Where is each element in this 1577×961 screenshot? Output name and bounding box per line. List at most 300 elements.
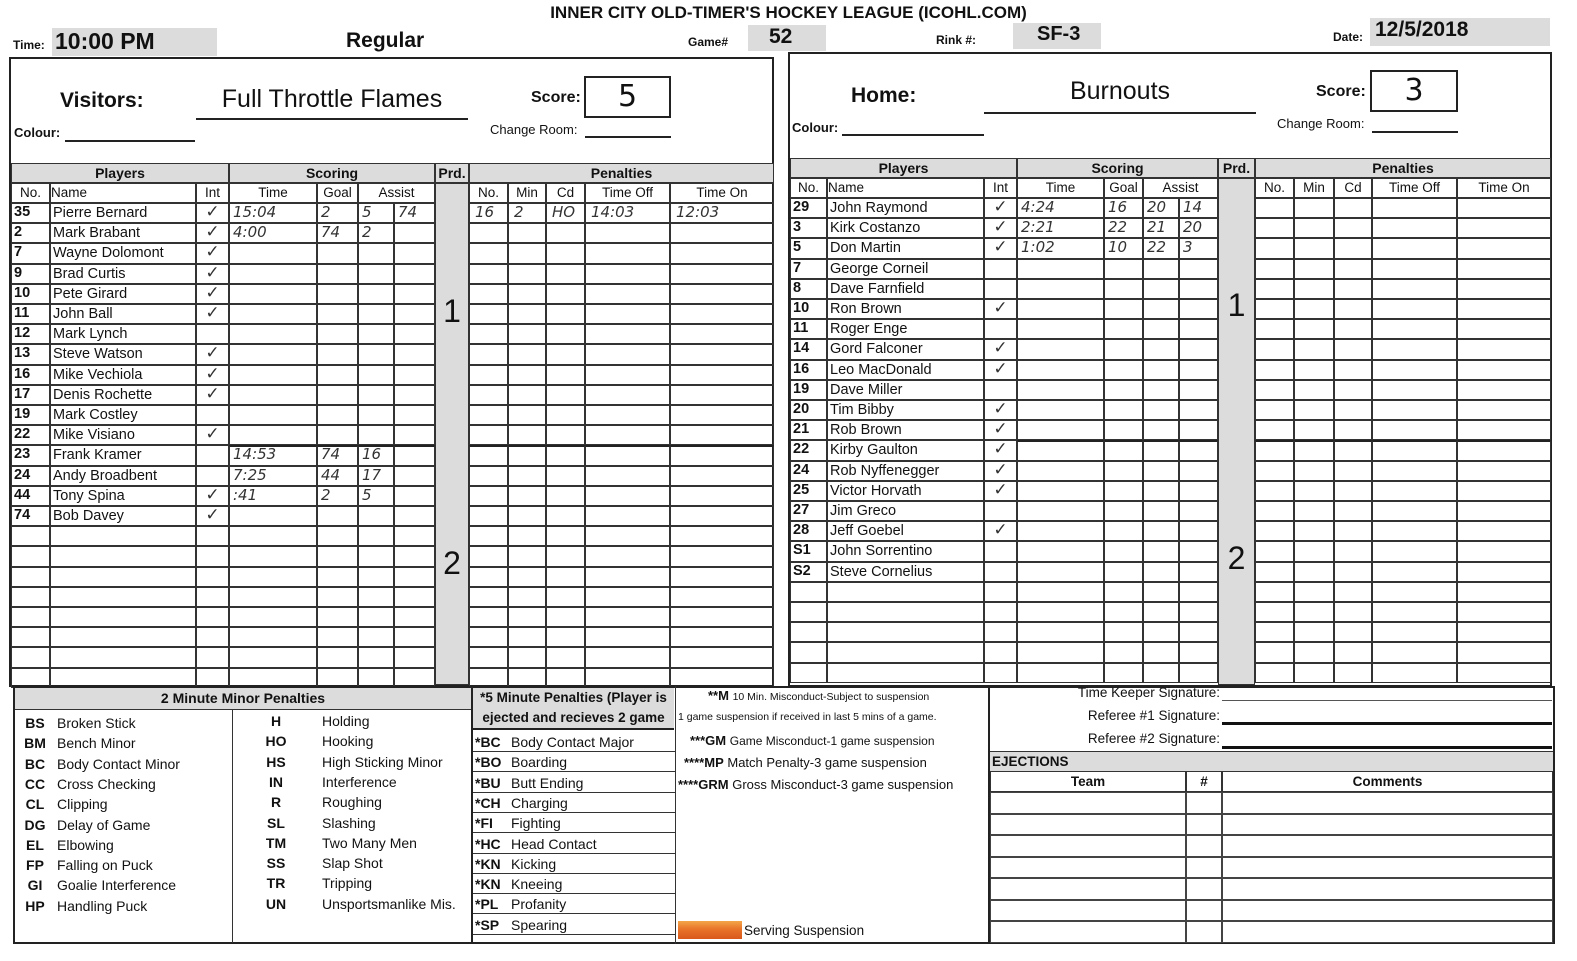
home-cell <box>790 622 827 642</box>
visitors-cell <box>229 607 317 627</box>
home-cell <box>1179 259 1218 279</box>
visitors-pen-cell <box>585 466 670 486</box>
visitors-pen-cell <box>546 365 585 385</box>
visitors-score-goal: 74 <box>321 445 341 464</box>
visitors-cell <box>50 526 196 546</box>
home-pen-cell <box>1372 602 1457 622</box>
home-cell <box>1104 360 1143 380</box>
home-player-no: S2 <box>793 562 811 579</box>
major-row-line <box>473 751 675 752</box>
home-players-header: Players <box>790 158 1017 178</box>
minor-penalty-code: R <box>270 794 282 811</box>
home-pen-cell <box>1334 360 1372 380</box>
home-pen-cell <box>1372 541 1457 561</box>
home-pen-cell <box>1457 420 1551 440</box>
home-cell <box>827 663 984 683</box>
minor-penalty-name: Falling on Puck <box>57 857 153 874</box>
visitors-pen-cell <box>670 567 774 587</box>
ejection-cell[interactable] <box>1222 814 1553 836</box>
minor-divider <box>232 710 233 943</box>
home-cell <box>790 582 827 602</box>
visitors-pen-cell <box>585 425 670 445</box>
visitors-pen-cell <box>546 546 585 566</box>
home-cell <box>1104 501 1143 521</box>
home-pen-cell <box>1334 461 1372 481</box>
visitors-cell <box>229 425 317 445</box>
visitors-score-a2: 74 <box>398 203 418 221</box>
major-penalty-code: *FI <box>475 815 493 832</box>
home-pen-cell <box>1372 481 1457 501</box>
visitors-pen-cell <box>546 466 585 486</box>
ejection-cell[interactable] <box>1222 835 1553 857</box>
visitors-player-int-check: ✓ <box>205 505 220 525</box>
minor-penalty-name: Interference <box>322 773 397 790</box>
visitors-pen-cell <box>469 264 508 284</box>
home-pen-cell <box>1294 360 1334 380</box>
visitors-pen-cell <box>469 445 508 465</box>
visitors-pen-cell <box>546 445 585 465</box>
visitors-pen-cell <box>670 607 774 627</box>
visitors-change-room-label: Change Room: <box>490 122 578 137</box>
home-col-int: Int <box>984 178 1017 198</box>
visitors-score: 5 <box>584 76 671 118</box>
visitors-pen-cell <box>546 668 585 688</box>
visitors-cell <box>229 264 317 284</box>
visitors-cell <box>358 304 394 324</box>
home-cell <box>1017 279 1104 299</box>
home-cell <box>1104 279 1143 299</box>
visitors-cell <box>317 385 358 405</box>
visitors-pen-cell <box>585 324 670 344</box>
home-colour-line <box>842 134 984 136</box>
visitors-player-name: Frank Kramer <box>53 447 142 464</box>
home-cell <box>1104 461 1143 481</box>
visitors-prd-column <box>435 183 469 685</box>
home-scoring-header: Scoring <box>1017 158 1218 178</box>
home-pen-cell <box>1372 198 1457 218</box>
visitors-col-pen-no: No. <box>469 183 508 203</box>
home-cell <box>1143 339 1179 359</box>
visitors-cell <box>196 668 229 688</box>
home-player-name: Ron Brown <box>830 301 902 317</box>
visitors-pen-cell <box>585 607 670 627</box>
major-penalty-code: *SP <box>475 916 500 933</box>
time-value: 10:00 PM <box>52 28 217 56</box>
home-col-name: Name <box>827 178 984 198</box>
serving-suspension-swatch <box>678 921 742 939</box>
home-col-assist: Assist <box>1143 178 1218 198</box>
home-cell <box>984 602 1017 622</box>
ejection-cell[interactable] <box>1222 857 1553 879</box>
home-player-name: Dave Farnfield <box>830 280 925 297</box>
visitors-cell <box>196 546 229 566</box>
visitors-pen-cell <box>546 647 585 667</box>
referee1-line[interactable] <box>1222 722 1552 725</box>
ejection-cell[interactable] <box>1222 878 1553 900</box>
visitors-pen-cell <box>670 324 774 344</box>
home-pen-cell <box>1294 602 1334 622</box>
home-player-no: 29 <box>793 199 810 215</box>
visitors-pen-cell <box>546 627 585 647</box>
rink-value: SF-3 <box>1013 23 1101 49</box>
visitors-cell <box>394 607 435 627</box>
visitors-cell <box>358 627 394 647</box>
ejection-cell[interactable] <box>1186 857 1222 879</box>
visitors-pen-cell <box>585 445 670 465</box>
visitors-cell <box>229 587 317 607</box>
minor-penalty-name: Elbowing <box>57 836 114 853</box>
visitors-pen-cell <box>670 445 774 465</box>
visitors-pen-cell <box>585 567 670 587</box>
ejection-cell[interactable] <box>990 835 1186 857</box>
home-cell <box>1104 562 1143 582</box>
visitors-cell <box>229 304 317 324</box>
home-player-name: Tim Bibby <box>830 402 894 418</box>
visitors-pen-cell <box>670 466 774 486</box>
home-cell <box>1104 602 1143 622</box>
visitors-cell <box>229 647 317 667</box>
visitors-team-name: Full Throttle Flames <box>196 85 468 120</box>
visitors-player-name: Mike Vechiola <box>53 366 143 383</box>
home-pen-cell <box>1334 299 1372 319</box>
home-cell <box>1179 420 1218 440</box>
misconduct-mp <box>684 755 927 770</box>
home-cell <box>1143 481 1179 501</box>
home-pen-cell <box>1334 501 1372 521</box>
visitors-cell <box>394 486 435 506</box>
ejection-cell[interactable] <box>990 857 1186 879</box>
home-cell <box>1143 582 1179 602</box>
ejection-cell[interactable] <box>1222 792 1553 814</box>
home-pen-cell <box>1255 481 1294 501</box>
misconduct-mp-code: ****MP <box>684 755 724 770</box>
home-player-int-check: ✓ <box>993 298 1008 318</box>
home-cell <box>1017 642 1104 662</box>
visitors-pen-cell <box>469 526 508 546</box>
home-pen-cell <box>1334 420 1372 440</box>
home-pen-cell <box>1294 400 1334 420</box>
visitors-pen-cell <box>508 466 546 486</box>
home-pen-cell <box>1334 259 1372 279</box>
visitors-cell <box>317 344 358 364</box>
home-pen-cell <box>1457 622 1551 642</box>
visitors-cell <box>317 365 358 385</box>
home-cell <box>984 259 1017 279</box>
minor-penalty-name: Delay of Game <box>57 816 151 833</box>
visitors-pen-cell <box>508 506 546 526</box>
visitors-cell <box>317 627 358 647</box>
home-cell <box>1143 663 1179 683</box>
home-player-int-check: ✓ <box>993 197 1008 217</box>
minor-penalty-code: IN <box>269 773 283 790</box>
home-pen-cell <box>1457 541 1551 561</box>
home-pen-cell <box>1294 420 1334 440</box>
visitors-player-no: 35 <box>14 204 31 220</box>
home-player-int-check: ✓ <box>993 459 1008 480</box>
home-player-no: 3 <box>793 219 802 236</box>
home-period-1: 1 <box>1227 287 1246 323</box>
home-cell <box>1017 400 1104 420</box>
visitors-cell <box>394 385 435 405</box>
home-player-name: Leo MacDonald <box>830 361 932 378</box>
visitors-cell <box>394 526 435 546</box>
visitors-penalty-no: 16 <box>475 203 495 221</box>
visitors-cell <box>358 668 394 688</box>
visitors-cell <box>196 587 229 607</box>
visitors-pen-cell <box>469 284 508 304</box>
minor-penalty-code: UN <box>265 895 287 912</box>
home-pen-cell <box>1372 299 1457 319</box>
visitors-player-no: 9 <box>14 264 23 281</box>
ejection-cell[interactable] <box>990 878 1186 900</box>
home-player-name: Jeff Goebel <box>830 523 904 540</box>
minor-penalty-code: GI <box>27 877 43 894</box>
visitors-cell <box>196 324 229 344</box>
home-pen-cell <box>1372 420 1457 440</box>
visitors-cell <box>50 587 196 607</box>
misconduct-gm <box>690 733 935 748</box>
home-pen-cell <box>1294 622 1334 642</box>
visitors-pen-cell <box>469 405 508 425</box>
home-cell <box>1143 521 1179 541</box>
rink-label: Rink #: <box>936 33 977 47</box>
visitors-player-no: 16 <box>14 365 31 382</box>
home-pen-cell <box>1334 319 1372 339</box>
ejection-cell[interactable] <box>1186 814 1222 836</box>
visitors-cell <box>229 385 317 405</box>
home-cell <box>1104 582 1143 602</box>
serving-suspension-label: Serving Suspension <box>744 923 865 938</box>
visitors-score-a1: 5 <box>362 203 372 221</box>
ejection-cell[interactable] <box>1186 900 1222 922</box>
home-pen-cell <box>1294 562 1334 582</box>
visitors-score-goal: 74 <box>321 223 341 242</box>
home-player-no: 28 <box>793 522 810 539</box>
visitors-cell <box>11 567 50 587</box>
referee2-line[interactable] <box>1222 746 1552 749</box>
visitors-pen-cell <box>508 304 546 324</box>
visitors-score-label: Score: <box>531 89 581 106</box>
visitors-player-no: 44 <box>14 486 31 503</box>
home-cell <box>1179 279 1218 299</box>
ejection-team-header: Team <box>990 771 1186 792</box>
major-penalty-name: Spearing <box>511 916 568 933</box>
home-player-int-check: ✓ <box>993 237 1008 258</box>
ejection-cell[interactable] <box>1222 921 1553 943</box>
home-col-cd: Cd <box>1334 178 1372 198</box>
home-pen-cell <box>1334 380 1372 400</box>
home-cell <box>1143 461 1179 481</box>
visitors-pen-cell <box>469 344 508 364</box>
visitors-cell <box>229 243 317 263</box>
visitors-cell <box>196 405 229 425</box>
visitors-pen-cell <box>508 486 546 506</box>
visitors-col-name: Name <box>50 183 196 203</box>
visitors-pen-cell <box>585 506 670 526</box>
visitors-cell <box>196 567 229 587</box>
visitors-penalties-header: Penalties <box>469 163 774 183</box>
visitors-cell <box>229 567 317 587</box>
home-cell <box>1017 360 1104 380</box>
visitors-cell <box>358 526 394 546</box>
home-cell <box>827 642 984 662</box>
visitors-pen-cell <box>670 425 774 445</box>
visitors-cell <box>394 405 435 425</box>
visitors-cell <box>394 324 435 344</box>
visitors-pen-cell <box>508 587 546 607</box>
ejection-cell[interactable] <box>990 921 1186 943</box>
visitors-pen-cell <box>585 668 670 688</box>
major-row-line <box>473 913 675 914</box>
home-pen-cell <box>1372 380 1457 400</box>
home-pen-cell <box>1255 360 1294 380</box>
minor-penalty-name: Roughing <box>322 794 382 811</box>
home-pen-cell <box>1372 461 1457 481</box>
visitors-pen-cell <box>670 546 774 566</box>
home-player-name: Dave Miller <box>830 381 903 398</box>
visitors-player-no: 7 <box>14 244 23 261</box>
home-cell <box>790 602 827 622</box>
home-cell <box>1017 663 1104 683</box>
home-cell <box>1017 339 1104 359</box>
home-score-time: 2:21 <box>1021 218 1055 237</box>
home-pen-cell <box>1457 440 1551 460</box>
visitors-pen-cell <box>670 284 774 304</box>
minor-penalty-name: Slashing <box>322 814 376 831</box>
home-prd-header: Prd. <box>1218 158 1255 178</box>
home-cell <box>1017 541 1104 561</box>
visitors-pen-cell <box>546 425 585 445</box>
visitors-pen-cell <box>585 284 670 304</box>
visitors-pen-cell <box>670 486 774 506</box>
home-pen-cell <box>1294 339 1334 359</box>
major-penalty-code: *BC <box>475 734 501 750</box>
ejection-cell[interactable] <box>1222 900 1553 922</box>
home-pen-cell <box>1372 501 1457 521</box>
visitors-cell <box>317 243 358 263</box>
ejection-cell[interactable] <box>1186 878 1222 900</box>
home-pen-cell <box>1457 360 1551 380</box>
visitors-pen-cell <box>469 607 508 627</box>
home-pen-cell <box>1334 238 1372 258</box>
visitors-player-name: Denis Rochette <box>53 386 153 403</box>
home-pen-cell <box>1334 521 1372 541</box>
misconduct-m-note: 1 game suspension if received in last 5 mins of a game. <box>678 711 937 723</box>
ejection-cell[interactable] <box>1186 921 1222 943</box>
major-row-line <box>473 853 675 854</box>
visitors-cell <box>358 284 394 304</box>
minor-penalty-name: Unsportsmanlike Mis. <box>322 895 456 912</box>
home-pen-cell <box>1255 218 1294 238</box>
home-cell <box>827 622 984 642</box>
ejection-cell[interactable] <box>990 900 1186 922</box>
home-cell <box>1179 642 1218 662</box>
date-label: Date: <box>1333 30 1364 44</box>
visitors-pen-cell <box>508 647 546 667</box>
home-pen-cell <box>1457 521 1551 541</box>
visitors-cell <box>50 607 196 627</box>
visitors-player-name: Mark Brabant <box>53 225 141 242</box>
home-col-no: No. <box>790 178 827 198</box>
visitors-pen-cell <box>469 506 508 526</box>
home-cell <box>1179 400 1218 420</box>
visitors-cell <box>358 405 394 425</box>
visitors-cell <box>229 365 317 385</box>
home-cell <box>1143 380 1179 400</box>
minor-penalty-name: Hooking <box>322 733 374 750</box>
visitors-cell <box>394 425 435 445</box>
minor-penalty-code: CC <box>24 775 46 792</box>
ejection-cell[interactable] <box>1186 835 1222 857</box>
home-score-a1: 21 <box>1147 218 1167 237</box>
visitors-cell <box>317 526 358 546</box>
misc-divider <box>675 686 676 944</box>
ejection-cell[interactable] <box>990 814 1186 836</box>
home-player-no: 7 <box>793 259 802 276</box>
visitors-pen-cell <box>546 486 585 506</box>
minor-penalty-name: Bench Minor <box>57 735 136 752</box>
home-cell <box>1179 461 1218 481</box>
home-pen-cell <box>1372 400 1457 420</box>
home-pen-cell <box>1457 339 1551 359</box>
home-player-no: 21 <box>793 421 810 438</box>
home-cell <box>1017 582 1104 602</box>
home-pen-cell <box>1255 400 1294 420</box>
home-change-room-label: Change Room: <box>1277 116 1365 131</box>
visitors-pen-cell <box>546 405 585 425</box>
home-pen-cell <box>1294 501 1334 521</box>
home-score-a2: 20 <box>1183 218 1203 237</box>
home-player-name: Don Martin <box>830 240 901 257</box>
visitors-player-no: 12 <box>14 325 31 342</box>
visitors-scoring-header: Scoring <box>229 163 435 183</box>
minor-penalty-code: DG <box>24 816 46 833</box>
visitors-pen-cell <box>508 385 546 405</box>
visitors-pen-cell <box>508 405 546 425</box>
home-player-name: John Sorrentino <box>830 543 933 560</box>
home-score-goal: 10 <box>1108 238 1128 257</box>
home-pen-cell <box>1372 339 1457 359</box>
timekeeper-line[interactable] <box>1222 700 1552 701</box>
visitors-score-time: 4:00 <box>233 223 267 242</box>
time-label: Time: <box>13 38 45 52</box>
home-cell <box>1143 400 1179 420</box>
visitors-pen-cell <box>469 324 508 344</box>
visitors-pen-cell <box>469 668 508 688</box>
visitors-cell <box>358 344 394 364</box>
ejection-cell[interactable] <box>1186 792 1222 814</box>
home-player-int-check: ✓ <box>993 439 1008 460</box>
visitors-cell <box>394 344 435 364</box>
visitors-pen-cell <box>585 365 670 385</box>
ejection-cell[interactable] <box>990 792 1186 814</box>
home-pen-cell <box>1255 420 1294 440</box>
home-cell <box>1017 461 1104 481</box>
home-pen-cell <box>1457 198 1551 218</box>
home-pen-cell <box>1457 380 1551 400</box>
home-cell <box>1143 602 1179 622</box>
visitors-pen-cell <box>585 344 670 364</box>
home-col-time: Time <box>1017 178 1104 198</box>
visitors-cell <box>358 264 394 284</box>
visitors-cell <box>358 365 394 385</box>
visitors-pen-cell <box>508 344 546 364</box>
home-pen-cell <box>1457 218 1551 238</box>
home-pen-cell <box>1457 582 1551 602</box>
home-cell <box>1179 481 1218 501</box>
home-pen-cell <box>1334 279 1372 299</box>
home-player-name: Rob Nyffenegger <box>830 462 940 479</box>
